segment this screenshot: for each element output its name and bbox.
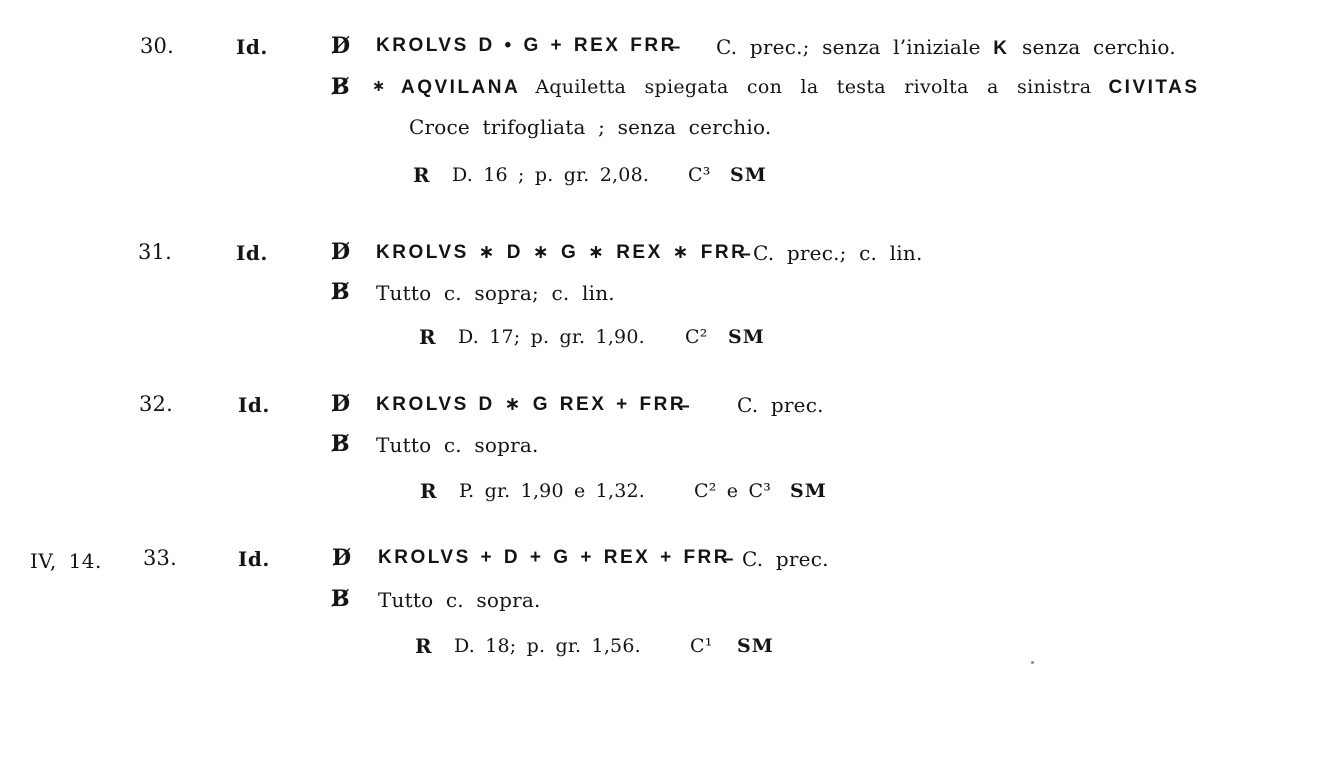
reverse-legend-2: CIVITAS [1108,77,1200,98]
entry-id: Id. [238,393,270,417]
obverse-mark: D̸ [331,391,351,417]
entry-number: 30. [140,34,174,58]
rarity-mark: R [415,634,432,658]
reverse-legend: AQVILANA [401,77,521,98]
obverse-mark: D̸ [332,545,352,571]
reverse-mark: B̸ [331,586,350,612]
reverse-text: Tutto c. sopra. [378,588,541,612]
star-glyph: ∗ [372,78,388,95]
rarity-mark: R [420,479,437,503]
obverse-note [716,35,1176,60]
rarity-mark: R [413,163,430,187]
collection-code: SM [790,480,827,502]
collection-code: SM [737,635,774,657]
conservation-grade: C² e C³ [694,480,772,502]
obverse-note: C. prec. [742,547,829,571]
reverse-text: Tutto c. sopra. [376,433,539,457]
reverse-mark: B̸ [331,431,350,457]
obverse-note-post: senza cerchio. [1022,35,1176,59]
conservation-grade: C¹ [690,635,713,657]
conservation-grade: C² [685,326,708,348]
rarity-text: D. 18; p. gr. 1,56. [454,635,641,657]
entry-number: 32. [139,392,173,416]
obverse-legend: KROLVS + D + G + REX + FRR̶ [378,547,730,568]
collection-code: SM [728,326,765,348]
rarity-text: P. gr. 1,90 e 1,32. [459,480,646,502]
scan-speck [1031,661,1034,664]
obverse-legend: KROLVS ∗ D ∗ G ∗ REX ∗ FRR̶ [376,242,748,263]
obverse-note: C. prec.; c. lin. [753,241,923,265]
obverse-mark: D̸ [331,239,351,265]
obverse-legend: KROLVS D • G + REX FRR̶ [376,35,677,56]
collection-code: SM [730,164,767,186]
rarity-text: D. 16 ; p. gr. 2,08. [452,164,650,186]
obverse-mark: D̸ [331,33,351,59]
entry-id: Id. [236,241,268,265]
entry-id: Id. [238,547,270,571]
obverse-note: C. prec. [737,393,824,417]
rarity-text: D. 17; p. gr. 1,90. [458,326,645,348]
reverse-mark: B̸ [331,279,350,305]
reverse-line [372,76,1200,99]
reverse-description: Aquiletta spiegata con la testa rivolta a sinistra [535,76,1092,98]
conservation-grade: C³ [688,164,711,186]
reverse-mark: B̸ [331,74,350,100]
obverse-note-initial: K [993,38,1010,59]
rarity-mark: R [419,325,436,349]
entry-number: 31. [138,240,172,264]
entry-id: Id. [236,35,268,59]
reverse-text: Tutto c. sopra; c. lin. [376,281,615,305]
entry-number: 33. [143,546,177,570]
reverse-line-2: Croce trifogliata ; senza cerchio. [409,115,772,139]
plate-reference: IV, 14. [30,549,102,573]
obverse-note-pre: C. prec.; senza l’iniziale [716,35,981,59]
obverse-legend: KROLVS D ∗ G REX + FRR̶ [376,394,687,415]
